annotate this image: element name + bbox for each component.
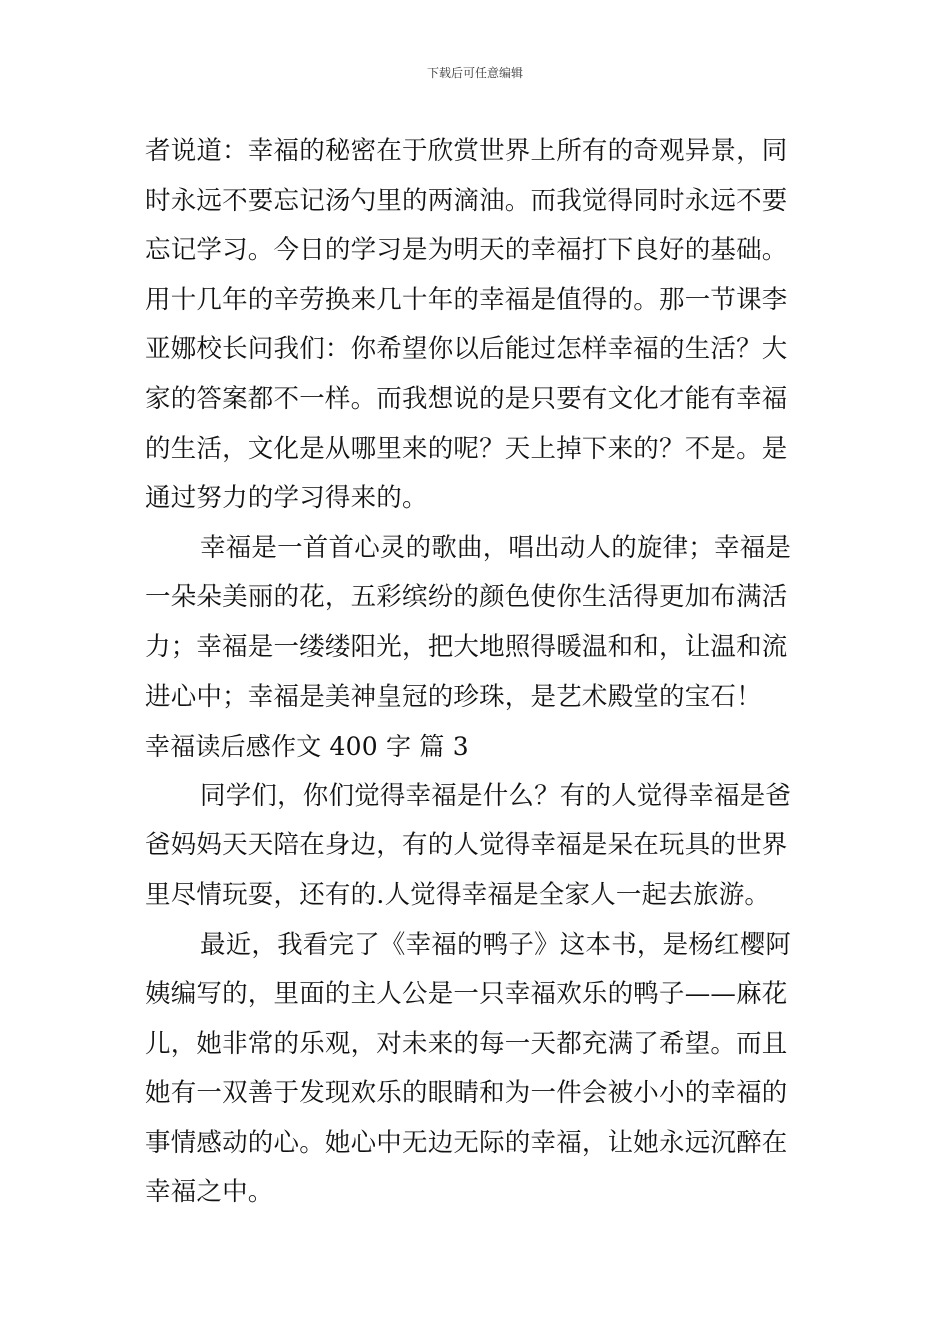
- document-body: [145, 127, 810, 1218]
- text-line: 通过努力的学习得来的。: [145, 483, 428, 514]
- text-line: 用十几年的辛劳换来几十年的幸福是值得的。那一节课李: [145, 284, 788, 315]
- text-line: 姨编写的，里面的主人公是一只幸福欢乐的鸭子——麻花: [145, 979, 788, 1010]
- text-line: 一朵朵美丽的花，五彩缤纷的颜色使你生活得更加布满活: [145, 582, 788, 613]
- text-line: 幸福之中。: [145, 1177, 274, 1208]
- page-header: 下载后可任意编辑: [426, 66, 523, 80]
- text-line: 亚娜校长问我们：你希望你以后能过怎样幸福的生活？大: [145, 334, 788, 365]
- text-line: 的生活，文化是从哪里来的呢？天上掉下来的？不是。是: [145, 433, 788, 464]
- text-line: 里尽情玩耍，还有的.人觉得幸福是全家人一起去旅游。: [145, 879, 771, 910]
- text-line: 力；幸福是一缕缕阳光，把大地照得暖温和和，让温和流: [145, 631, 788, 662]
- text-line: 时永远不要忘记汤勺里的两滴油。而我觉得同时永远不要: [145, 185, 788, 216]
- paragraph-first-line: 最近，我看完了《幸福的鸭子》这本书，是杨红樱阿: [200, 929, 792, 960]
- text-line: 忘记学习。今日的学习是为明天的幸福打下良好的基础。: [145, 235, 788, 266]
- text-line: 她有一双善于发现欢乐的眼睛和为一件会被小小的幸福的: [145, 1078, 788, 1109]
- text-line: 爸妈妈天天陪在身边，有的人觉得幸福是呆在玩具的世界: [145, 830, 788, 861]
- text-line: 儿，她非常的乐观，对未来的每一天都充满了希望。而且: [145, 1028, 788, 1059]
- section-heading: 幸福读后感作文 400 字 篇 3: [145, 732, 469, 762]
- text-line: 者说道：幸福的秘密在于欣赏世界上所有的奇观异景，同: [145, 136, 788, 166]
- text-line: 进心中；幸福是美神皇冠的珍珠，是艺术殿堂的宝石！: [145, 681, 762, 712]
- text-line: 家的答案都不一样。而我想说的是只要有文化才能有幸福: [145, 383, 788, 414]
- paragraph-first-line: 同学们，你们觉得幸福是什么？有的人觉得幸福是爸: [200, 780, 792, 811]
- text-line: 事情感动的心。她心中无边无际的幸福，让她永远沉醉在: [145, 1127, 788, 1158]
- paragraph-first-line: 幸福是一首首心灵的歌曲，唱出动人的旋律；幸福是: [200, 532, 792, 563]
